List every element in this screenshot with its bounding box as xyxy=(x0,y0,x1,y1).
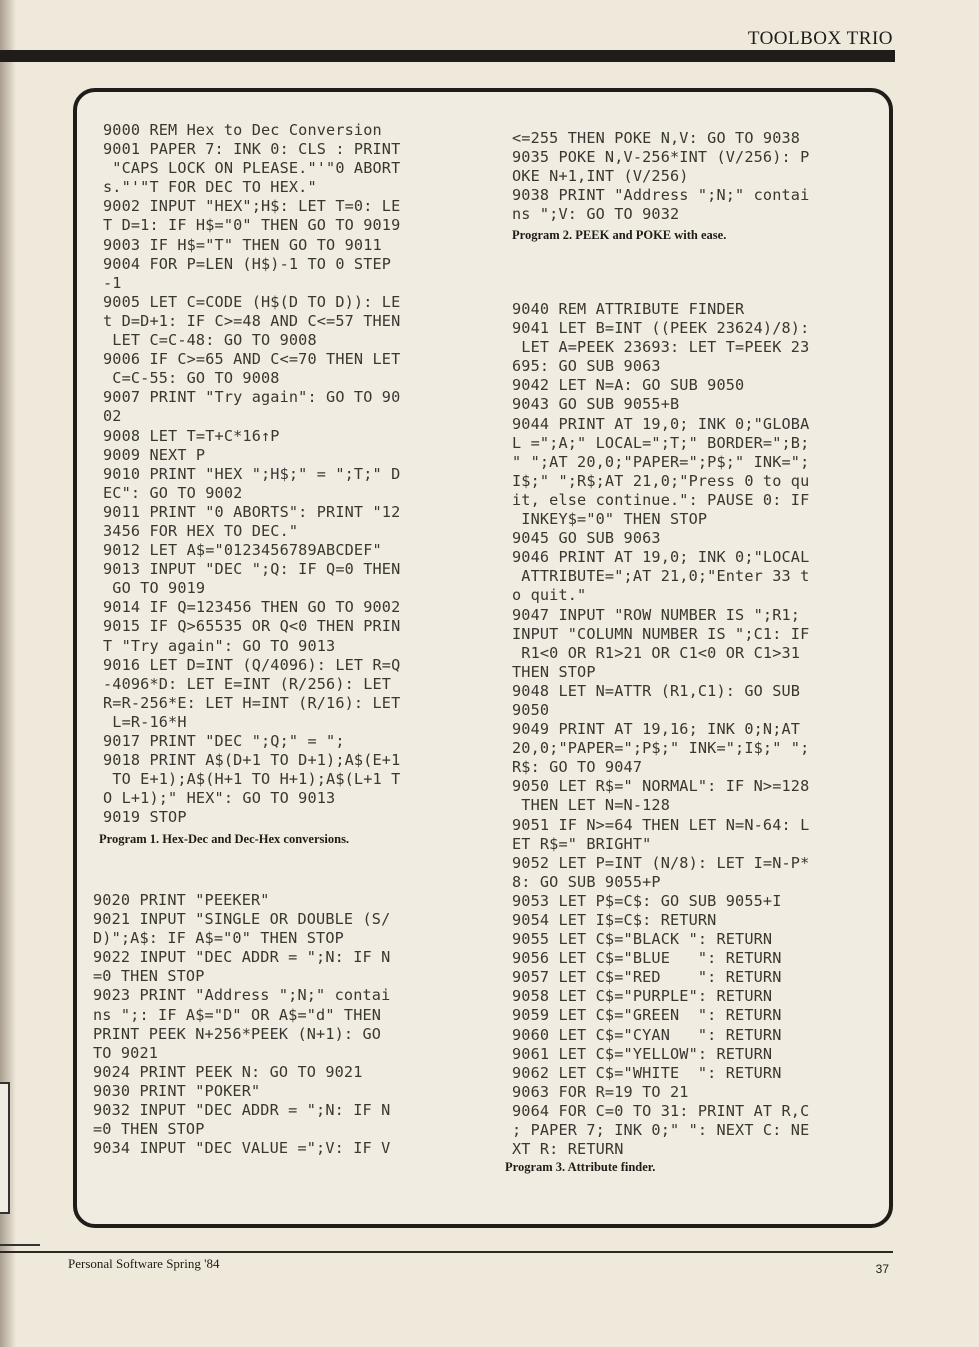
header-rule xyxy=(0,50,895,62)
program-1-caption: Program 1. Hex-Dec and Dec-Hex conversions. xyxy=(99,832,350,846)
publication-name: Personal Software Spring '84 xyxy=(68,1256,220,1271)
page-number: 37 xyxy=(875,1262,889,1276)
program-2-listing-part-1: 9020 PRINT "PEEKER" 9021 INPUT "SINGLE OR DOUBLE (S/ D)";A$: IF A$="0" THEN STOP 9022 INPUT "DEC ADDR = ";N: IF N =0 THEN STOP 9023 PRINT "Address ";N;" contai ns ";: IF A$="D" OR A$="d" THEN PRINT PEEK N+256*PEEK (N+1): GO TO 9021 9024 PRINT PEEK N: GO TO 9021 9030 PRINT "POKER" 9032 INPUT "DEC ADDR = ";N: IF N =0 THEN STOP 9034 INPUT "DEC VALUE =";V: IF V xyxy=(93,891,391,1158)
section-title: TOOLBOX TRIO xyxy=(747,28,893,49)
program-3-caption: Program 3. Attribute finder. xyxy=(505,1160,656,1174)
program-2-listing-part-2: <=255 THEN POKE N,V: GO TO 9038 9035 POKE N,V-256*INT (V/256): P OKE N+1,INT (V/256) 9038 PRINT "Address ";N;" contai ns ";V: GO TO 9032 xyxy=(512,129,810,224)
program-3-listing: 9040 REM ATTRIBUTE FINDER 9041 LET B=INT ((PEEK 23624)/8): LET A=PEEK 23693: LET T=PEEK 23 695: GO SUB 9063 9042 LET N=A: GO SUB 9050 9043 GO SUB 9055+B 9044 PRINT AT 19,0; INK 0;"GLOBA L =";A;" LOCAL=";T;" BORDER=";B; " ";AT 20,0;"PAPER=";P$;" INK="; I$;" ";R$;AT 21,0;"Press 0 to qu it, else continue.": PAUSE 0: IF INKEY$="0" THEN STOP 9045 GO SUB 9063 9046 PRINT AT 19,0; INK 0;"LOCAL ATTRIBUTE=";AT 21,0;"Enter 33 t o quit." 9047 INPUT "ROW NUMBER IS ";R1; INPUT "COLUMN NUMBER IS ";C1: IF R1<0 OR R1>21 OR C1<0 OR C1>31 THEN STOP 9048 LET N=ATTR (R1,C1): GO SUB 9050 9049 PRINT AT 19,16; INK 0;N;AT 20,0;"PAPER=";P$;" INK=";I$;" "; R$: GO TO 9047 9050 LET R$=" NORMAL": IF N>=128 THEN LET N=N-128 9051 IF N>=64 THEN LET N=N-64: L ET R$=" BRIGHT" 9052 LET P=INT (N/8): LET I=N-P* 8: GO SUB 9055+P 9053 LET P$=C$: GO SUB 9055+I 9054 LET I$=C$: RETURN 9055 LET C$="BLACK ": RETURN 9056 LET C$="BLUE ": RETURN 9057 LET C$="RED ": RETURN 9058 LET C$="PURPLE": RETURN 9059 LET C$="GREEN ": RETURN 9060 LET C$="CYAN ": RETURN 9061 LET C$="YELLOW": RETURN 9062 LET C$="WHITE ": RETURN 9063 FOR R=19 TO 21 9064 FOR C=0 TO 31: PRINT AT R,C ; PAPER 7; INK 0;" ": NEXT C: NE XT R: RETURN xyxy=(512,300,810,1159)
program-2-caption: Program 2. PEEK and POKE with ease. xyxy=(512,228,727,242)
program-1-listing: 9000 REM Hex to Dec Conversion 9001 PAPER 7: INK 0: CLS : PRINT "CAPS LOCK ON PLEASE."'"0 ABORT s."'"T FOR DEC TO HEX." 9002 INPUT "HEX";H$: LET T=0: LE T D=1: IF H$="0" THEN GO TO 9019 9003 IF H$="T" THEN GO TO 9011 9004 FOR P=LEN (H$)-1 TO 0 STEP -1 9005 LET C=CODE (H$(D TO D)): LE t D=D+1: IF C>=48 AND C<=57 THEN LET C=C-48: GO TO 9008 9006 IF C>=65 AND C<=70 THEN LET C=C-55: GO TO 9008 9007 PRINT "Try again": GO TO 90 02 9008 LET T=T+C*16↑P 9009 NEXT P 9010 PRINT "HEX ";H$;" = ";T;" D EC": GO TO 9002 9011 PRINT "0 ABORTS": PRINT "12 3456 FOR HEX TO DEC." 9012 LET A$="0123456789ABCDEF" 9013 INPUT "DEC ";Q: IF Q=0 THEN GO TO 9019 9014 IF Q=123456 THEN GO TO 9002 9015 IF Q>65535 OR Q<0 THEN PRIN T "Try again": GO TO 9013 9016 LET D=INT (Q/4096): LET R=Q -4096*D: LET E=INT (R/256): LET R=R-256*E: LET H=INT (R/16): LET L=R-16*H 9017 PRINT "DEC ";Q;" = "; 9018 PRINT A$(D+1 TO D+1);A$(E+1 TO E+1);A$(H+1 TO H+1);A$(L+1 T O L+1);" HEX": GO TO 9013 9019 STOP xyxy=(103,121,401,827)
footer-rule xyxy=(0,1251,893,1253)
left-margin-rule xyxy=(0,1244,40,1246)
left-margin-box xyxy=(0,1082,10,1214)
